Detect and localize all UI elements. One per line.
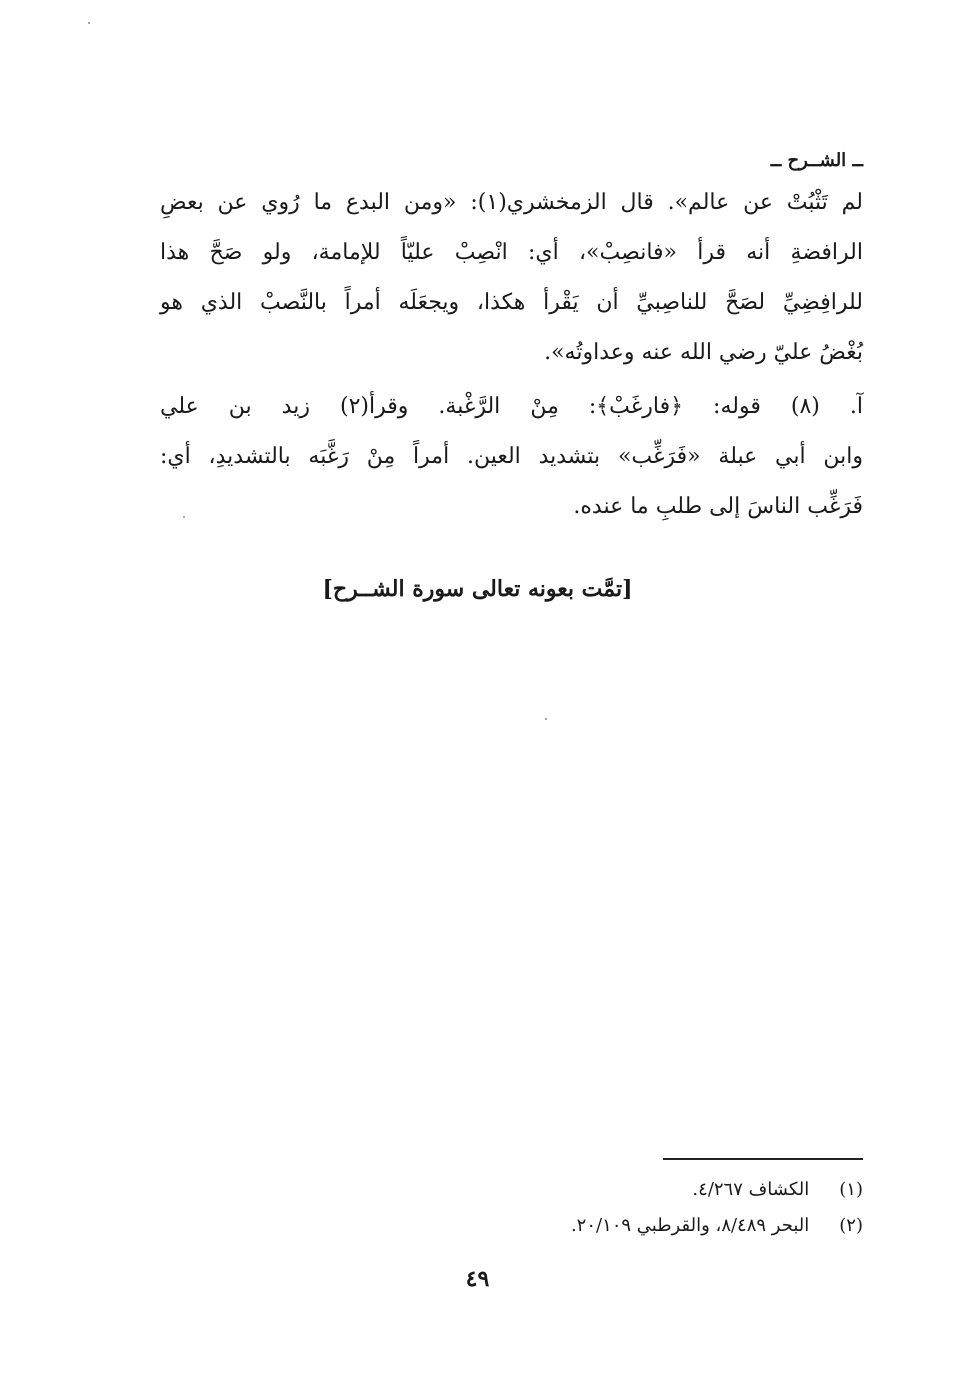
text-line: لم تَثْبُتْ عن عالم». قال الزمخشري(١): «ومن البدع ما رُوي عن بعضِ — [160, 190, 863, 215]
text-line: الرافضةِ أنه قرأ «فانصِبْ»، أي: انْصِبْ عليّاً للإمامة، ولو صَحَّ هذا — [160, 240, 863, 265]
footnote-item — [160, 1172, 863, 1208]
text-line: للرافِضِيِّ لصَحَّ للناصِبيِّ أن يَقْرأ هكذا، ويجعَلَه أمراً بالنَّصبْ الذي هو — [160, 290, 863, 315]
footnote-item — [160, 1208, 863, 1244]
scan-speck — [88, 22, 90, 24]
footnotes — [160, 1172, 863, 1244]
footnote-number: (١) — [839, 1179, 863, 1200]
scan-speck — [545, 718, 547, 720]
footnote-number: (٢) — [839, 1215, 863, 1236]
text-line: بُغْضُ عليّ رضي الله عنه وعداوتُه». — [544, 340, 863, 365]
running-header: ــ الشــرح ــ — [770, 150, 863, 171]
page-number: ٤٩ — [465, 1266, 490, 1292]
paragraph-2 — [160, 382, 863, 532]
text-line: وابن أبي عبلة «فَرَغِّب» بتشديد العين. أمراً مِنْ رَغَّبَه بالتشديدِ، أي: — [160, 444, 863, 469]
surah-closing: [تمَّت بعونه تعالى سورة الشــرح] — [322, 576, 633, 602]
footnote-text: البحر ٨/٤٨٩، والقرطبي ٢٠/١٠٩. — [570, 1215, 810, 1236]
paragraph-1 — [160, 178, 863, 378]
footnote-text: الكشاف ٤/٢٦٧. — [692, 1179, 810, 1200]
footnote-separator — [663, 1158, 863, 1160]
text-line: فَرَغِّب الناسَ إلى طلبِ ما عنده. — [573, 494, 863, 519]
text-line: آ. (٨) قوله: ﴿فارغَبْ﴾: مِنْ الرَّغْبة. وقرأ(٢) زيد بن علي — [160, 394, 863, 419]
